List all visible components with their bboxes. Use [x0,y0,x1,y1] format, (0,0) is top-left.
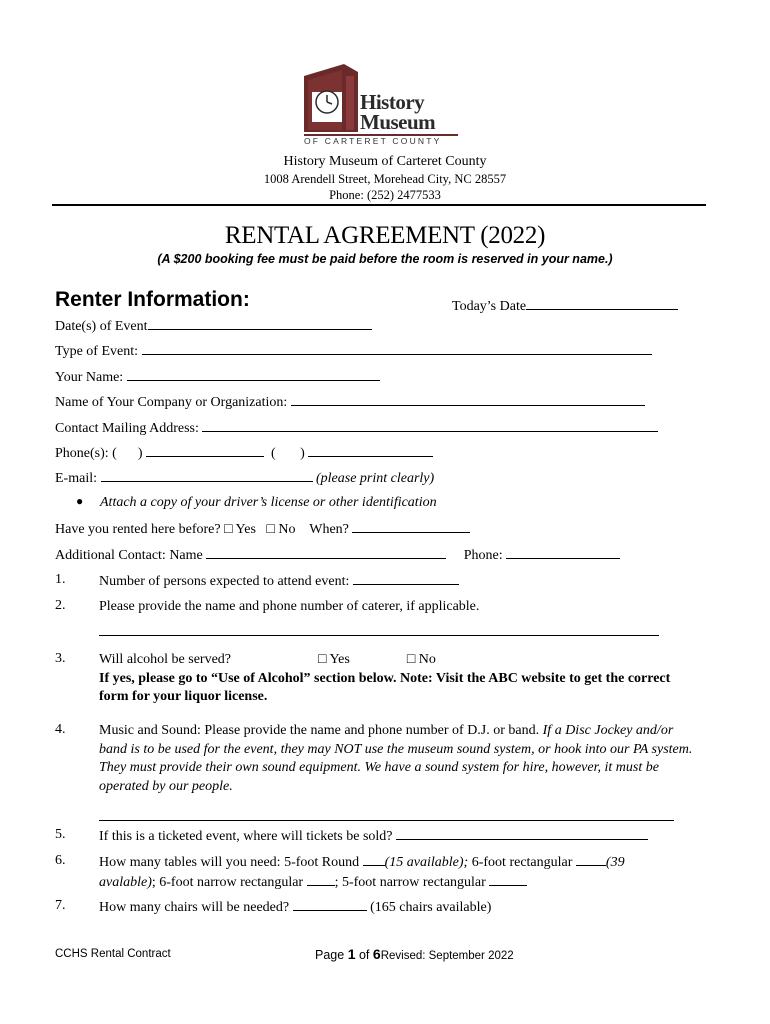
todays-date-field[interactable] [452,297,678,315]
item-number: 3. [55,651,66,666]
item-number: 7. [55,898,66,913]
footer-page-total: 6 [372,946,381,962]
event-dates-label: Date(s) of Event [55,319,148,334]
item-tickets [99,827,699,847]
alcohol-yes-checkbox[interactable]: □ [318,652,327,667]
phones-label: Phone(s): [55,446,109,461]
mailing-address-field[interactable] [55,419,658,437]
booking-fee-note: (A $200 booking fee must be paid before the room is reserved in your name.) [157,252,613,266]
item-chairs [99,898,699,918]
chairs-input[interactable] [293,898,367,911]
org-phone: Phone: (252) 2477533 [329,188,441,202]
tables-round-text: How many tables will you need: 5-foot Round [99,855,360,870]
id-instruction: Attach a copy of your driver’s license or other identification [100,495,437,510]
tables-narrow5-text: ; 5-foot narrow rectangular [334,874,486,890]
page-title: RENTAL AGREEMENT (2022) [224,222,546,249]
bullet-icon: ● [76,494,84,508]
tables-rect-available: (39 avalable) [99,855,625,890]
tables-rect-input[interactable] [576,853,606,866]
item-music [99,722,699,821]
email-hint: (please print clearly) [316,471,435,486]
clock-tower-icon [300,62,360,134]
item-caterer [99,598,699,636]
item-tables [99,853,679,892]
tables-round-available: (15 available); [384,855,469,870]
footer-page-word: Page [315,948,345,962]
item-number: 4. [55,722,66,737]
rented-before-label: Have you rented here before? [55,522,221,537]
renter-info-heading: Renter Information: [55,288,250,311]
item-music-policy: If a Disc Jockey and/or band is to be used for the event, they may NOT use the museum sound system, or hook into our PA system. They must provide their own sound equipment. We have a sound system for hire, however, it must be operated by our people. [99,723,693,794]
tables-rect-text: 6-foot rectangular [471,855,573,870]
item-attendance [99,572,699,592]
footer-contract-name: CCHS Rental Contract [55,948,171,960]
rented-when-label: When? [309,522,349,537]
museum-logo [300,62,465,148]
tables-narrow6-text: ; 6-foot narrow rectangular [151,874,304,890]
logo-subtitle: OF CARTERET COUNTY [304,136,442,146]
rented-before-question [55,520,470,538]
org-name: History Museum of Carteret County [283,154,487,169]
footer-page-number: 1 [347,946,356,962]
your-name-field[interactable] [55,368,380,386]
item-alcohol [99,651,699,707]
email-field[interactable] [55,469,434,487]
item-number: 6. [55,853,66,868]
item-caterer-text: Please provide the name and phone number of caterer, if applicable. [99,599,480,614]
event-type-label: Type of Event: [55,344,138,359]
company-label: Name of Your Company or Organization: [55,395,288,410]
rented-no-label: No [278,522,296,537]
rented-when-input[interactable] [352,520,470,533]
item-music-text: Music and Sound: Please provide the name and phone number of D.J. or band. [99,723,540,738]
phones-field[interactable]: Phone(s): ( ) ( ) [55,444,433,462]
music-input[interactable] [99,808,674,821]
item-attendance-text: Number of persons expected to attend event: [99,574,350,589]
footer-revised: Revised: September 2022 [380,950,514,962]
additional-contact-field[interactable] [55,546,620,564]
chairs-available: (165 chairs available) [370,900,492,915]
alcohol-no-label: No [418,652,436,667]
header-rule [52,204,706,206]
rented-yes-checkbox[interactable]: □ [224,522,233,537]
company-field[interactable] [55,393,645,411]
logo-word-history: History [360,90,425,114]
email-label: E-mail: [55,471,97,486]
rented-yes-label: Yes [235,522,256,537]
alcohol-no-checkbox[interactable]: □ [406,652,416,667]
footer-page-info [315,946,514,962]
mailing-address-label: Contact Mailing Address: [55,421,199,436]
tables-narrow6-input[interactable] [307,873,335,886]
alcohol-note: If yes, please go to “Use of Alcohol” section below. Note: Visit the ABC website to get the correct form for your liquor license. [99,670,671,704]
item-alcohol-text: Will alcohol be served? [99,652,231,667]
your-name-label: Your Name: [55,370,124,385]
logo-word-museum: Museum [360,110,436,134]
footer-of-word: of [358,948,370,962]
todays-date-label: Today’s Date [452,299,527,314]
attendance-input[interactable] [353,572,459,585]
item-tickets-text: If this is a ticketed event, where will tickets be sold? [99,829,393,844]
caterer-input[interactable] [99,623,659,636]
additional-phone-label: Phone: [463,548,503,563]
item-number: 5. [55,827,66,842]
rented-no-checkbox[interactable]: □ [266,522,275,537]
event-type-field[interactable] [55,342,652,360]
tickets-input[interactable] [396,827,648,840]
item-number: 2. [55,598,66,613]
item-chairs-text: How many chairs will be needed? [99,900,290,915]
event-dates-field[interactable] [55,317,372,335]
org-address: 1008 Arendell Street, Morehead City, NC 28557 [263,172,507,186]
item-number: 1. [55,572,66,587]
additional-contact-label: Additional Contact: Name [55,548,203,563]
alcohol-yes-label: Yes [329,652,350,667]
tables-narrow5-input[interactable] [489,873,527,886]
tables-round-input[interactable] [363,853,385,866]
